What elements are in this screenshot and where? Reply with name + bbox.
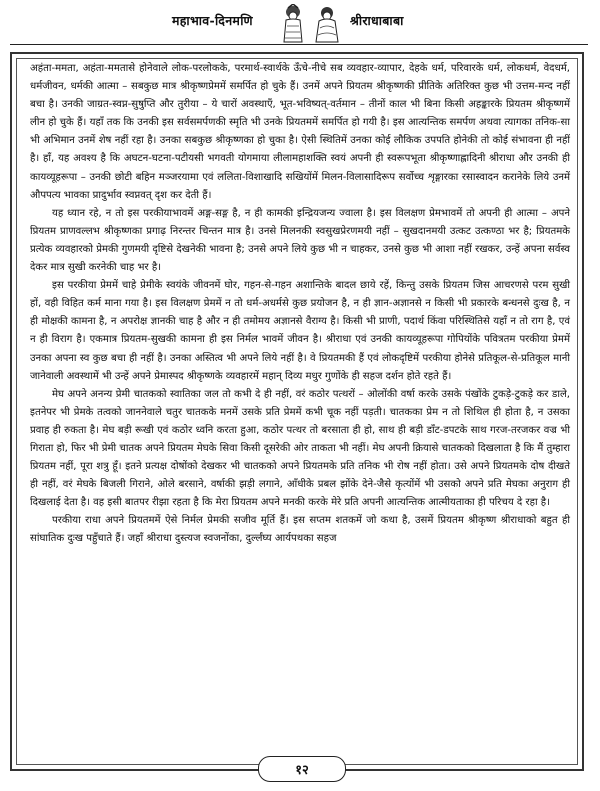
paragraph-3: इस परकीया प्रेममें चाहे प्रेमीके स्वयंके जीवनमें घोर, गहन-से-गहन अशान्तिके बादल छाये रहें, किन्तु उसके प्रियतम जिस आचरणसे परम सुखी हों, वही विहित कर्म माना गया है। इस विलक्षण प्रेममें न तो धर्म-अधर्मसे कुछ प्रयोजन है, न ही ज्ञान-अज्ञानसे न किसी भी प्रकारके बन्धनसे दुःख है, न ही मोक्षकी कामना है, न अपरोक्ष ज्ञानकी चाह है और न ही तमोमय अज्ञानसे वैराग्य है। किसी भी प्राणी, पदार्थ किंवा परिस्थितिसे यहाँ न तो राग है, एवं न ही विराग है। एकमात्र प्रियतम-सुखकी कामना ही इस निर्मल भावमें जीवन है। श्रीराधा एवं उनकी कायव्यूहरूपा गोपियोंके पवित्रतम परकीया प्रेममें उनका अपना स्व कुछ बचा ही नहीं है। उनका अस्तित्व भी अपने लिये नहीं है। वे प्रियतमकी हैं एवं लोकदृष्टिमें परकीया होनेसे प्रतिकूल-से-प्रतिकूल मानी जानेवाली अवस्थामें भी उन्हें अपने प्रेमास्पद श्रीकृष्णके व्यवहारमें महान् दिव्य मधुर गुणोंके ही सहज दर्शन होते रहते हैं। (30, 280, 570, 382)
radha-figure-icon (310, 4, 344, 44)
krishna-figure-icon (276, 4, 310, 44)
paragraph-2: यह ध्यान रहे, न तो इस परकीयाभावमें अङ्ग-सङ्ग है, न ही कामकी इन्द्रियजन्य ज्वाला है। इस विलक्षण प्रेमभावमें तो अपनी ही आत्मा – अपने प्रियतम प्राणवल्लभ श्रीकृष्णका प्रगाढ़ निरन्तर चिन्तन मात्र है। उनसे मिलनकी स्वसुखप्रेरणमयी नहीं – सुखदानमयी उत्कट उत्कण्ठा भर है; प्रियतमके प्रत्येक व्यवहारको प्रेमकी गुणमयी दृष्टिसे देखनेकी भावना है; उनसे अपने लिये कुछ भी न चाहकर, उनसे कुछ भी आशा नहीं रखकर, उन्हें अपना सर्वस्व देकर मात्र सुखी करनेकी चाह भर है। (30, 207, 570, 274)
author-name: श्रीराधाबाबा (350, 13, 404, 28)
page-number (258, 756, 346, 782)
paragraph-4: मेघ अपने अनन्य प्रेमी चातकको स्वातिका जल तो कभी दे ही नहीं, वरं कठोर पत्थरों – ओलोंकी वर्षा करके उसके पंखोंके टुकड़े-टुकड़े कर डाले, इतनेपर भी प्रेमके तत्वको जाननेवाले चतुर चातकके मनमें उसके प्रति प्रेममें कभी चूक नहीं पड़ती। चातकका प्रेम न तो शिथिल ही होता है, न उसका प्रवाह ही रुकता है। मेघ बड़ी रूखी एवं कठोर ध्वनि करता हुआ, कठोर पत्थर तो बरसाता ही हो, साथ ही बड़ी डाँट-डपटके साथ गरज-तरजकर वज्र भी गिराता हो, फिर भी प्रेमी चातक अपने प्रियतम मेघके सिवा किसी दूसरेकी ओर ताकता भी नहीं। मेघ अपनी क्रियासे चातकको दिखलाता है कि मैं तुम्हारा प्रियतम नहीं, पूरा शत्रु हूँ। इतने प्रत्यक्ष दोषोंको देखकर भी चातकको अपने प्रियतमके प्रति तनिक भी रोष नहीं होता। उसे अपने प्रियतमके दोष दीखते ही नहीं, वरं मेघके बिजली गिराने, ओले बरसाने, वर्षाकी झड़ी लगाने, आँधीके प्रबल झोंके देने-जैसे कृत्योंमें भी उसको अपने प्रति मेघका अनुराग ही दिखलाई देता है। वह इसी बातपर रीझा रहता है कि मेरा प्रियतम अपने मनकी करके मेरे प्रति अपनी आत्यन्तिक आत्मीयताका ही परिचय दे रहा है। (30, 388, 570, 509)
paragraph-5: परकीया राधा अपने प्रियतममें ऐसे निर्मल प्रेमकी सजीव मूर्ति हैं। इस सप्तम शतकमें जो कथा है, उसमें प्रियतम श्रीकृष्ण श्रीराधाको बहुत ही सांघातिक दुःख पहुँचाते हैं। जहाँ श्रीराधा दुस्त्यज स्वजनोंका, दुर्ल्लंघ्य आर्यपथका सहज (30, 515, 570, 545)
body-text (30, 60, 570, 549)
page-header (10, 4, 588, 45)
page-number-label: १२ (295, 763, 309, 778)
paragraph-1: अहंता-ममता, अहंता-ममतासे होनेवाले लोक-परलोकके, परमार्थ-स्वार्थके ऊँचे-नीचे सब व्यवहार-व्यापार, देहके धर्म, परिवारके धर्म, लोकधर्म, वेदधर्म, धर्मजीवन, धर्मकी आत्मा – सबकुछ मात्र श्रीकृष्णप्रेममें समर्पित हो चुके हैं। उनमें अपने प्रियतम श्रीकृष्णकी प्रीतिके अतिरिक्त कुछ भी उत्तम-मन्द नहीं बचा है। उनकी जाग्रत-स्वप्न-सुषुप्ति और तुरीया – ये चारों अवस्थाएँ, भूत-भविष्यत्-वर्तमान – तीनों काल भी बिना किसी अहङ्कारके प्रियतम श्रीकृष्णमें लीन हो चुके हैं। यहाँ तक कि उनकी इस सर्वसमर्पणकी स्मृति भी उनके प्रियतममें समर्पित हो गयी है। इस आत्यन्तिक समर्पण अथवा त्यागका तनिक-सा भी अभिमान उनमें शेष नहीं रहा है। उनका सबकुछ श्रीकृष्णका हो चुका है। ऐसी स्थितिमें उनका कोई लौकिक उपपति होनेकी तो कोई संभावना ही नहीं है। हाँ, यह अवश्य है कि अघटन-घटना-पटीयसी भगवती योगमाया लीलामहाशक्ति स्वयं अपनी ही स्वरूपभूता श्रीकृष्णाह्लादिनी श्रीराधा और उनकी ही कायव्यूहरूपा – उनकी छोटी बहिन मञ्जरयामा एवं ललिता-विशाखादि सखियोंमें मिलन-विलासादिरूप सर्वोच्च शृङ्गारका रसास्वादन करानेके लिये उनमें औपपत्य भावका प्रादुर्भाव स्वप्नवत्‌ दृश कर देती हैं। (30, 63, 570, 201)
book-title: महाभाव-दिनमणि (172, 13, 253, 28)
